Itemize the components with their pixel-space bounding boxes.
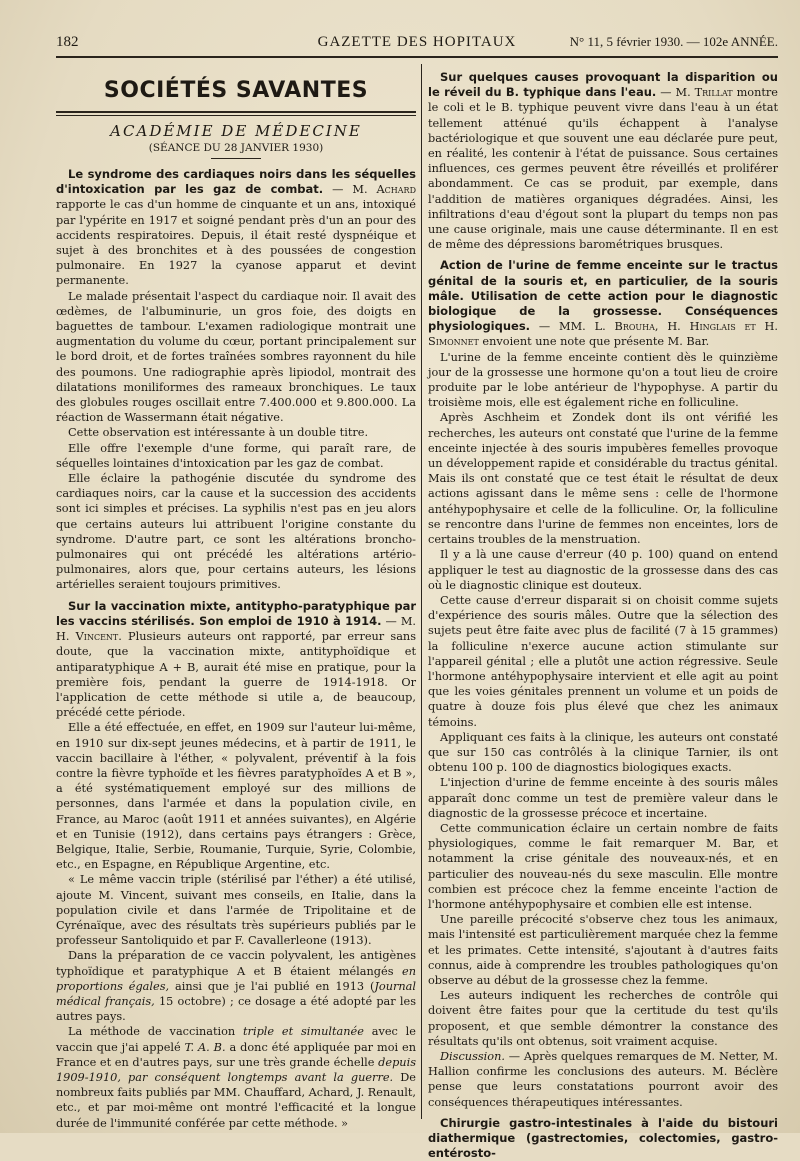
article-paragraph: L'urine de la femme enceinte contient dès le quinzième jour de la grossesse une hormone qu'on a tout lieu de croire produite par le lobe antérieur de l'hypophyse. A partir du troisième mois, elle est également riche en folliculine. bbox=[428, 350, 778, 410]
left-column bbox=[56, 70, 416, 1130]
article-urine-femme-enceinte bbox=[428, 258, 778, 1109]
paragraph-text: La méthode de vaccination bbox=[68, 1025, 244, 1039]
paragraph-italic: triple et simultanée bbox=[243, 1025, 364, 1039]
paragraph-text: De nombreux faits publiés par MM. Chauffard, Achard, J. Renault, etc., et par moi-même ont montré l'efficacité et la longue durée de l'immunité conférée par cette méthode. » bbox=[56, 1070, 416, 1130]
article-paragraph bbox=[56, 1024, 416, 1130]
section-rule bbox=[56, 111, 416, 116]
article-paragraph: Une pareille précocité s'observe chez tous les animaux, mais l'intensité est particulièrement marquée chez la femme et les primates. Cette intensité, s'ajoutant à d'autres faits connus, aide à comprendre les troubles pathologiques qu'on observe au début de la grossesse chez la femme. bbox=[428, 913, 778, 987]
article-heading: Sur la vaccination mixte, antitypho-paratyphique par les vaccins stérilisés. Son emploi de 1910 à 1914. bbox=[56, 598, 416, 628]
paragraph-text: ainsi que je l'ai publié en 1913 ( bbox=[169, 979, 375, 993]
article-paragraph bbox=[428, 1049, 778, 1110]
column-divider bbox=[421, 64, 422, 1119]
article-heading: Action de l'urine de femme enceinte sur le tractus génital de la souris et, en particulier, de la souris mâle. Utilisation de cette action pour le diagnostic biologique de la grossesse. Conséquences physiologiques. bbox=[428, 258, 778, 334]
article-paragraph: Les auteurs indiquent les recherches de contrôle qui doivent être faites pour que la certitude du test qu'ils proposent, et que semble démontrer la constance des résultats qu'ils ont obtenus, soit vraiment acquise. bbox=[428, 989, 778, 1048]
article-paragraph: Cette communication éclaire un certain nombre de faits physiologiques, comme le fait remarquer M. Bar, et notamment la crise génitale des nouveaux-nés, et en particulier des nouveau-nés du sexe masculin. Elle montre combien est précoce chez la femme enceinte l'action de l'hormone antéhypophysaire et combien elle est intense. bbox=[428, 821, 778, 911]
issue-info: N° 11, 5 février 1930. — 102e ANNÉE. bbox=[569, 34, 778, 49]
article-paragraph bbox=[56, 167, 416, 289]
article-chirurgie-diathermique bbox=[428, 1116, 778, 1161]
paragraph-text: montre le coli et le B. typhique peuvent vivre dans l'eau à un état tellement atténué qu'ils échappent à l'analyse bactériologique et que souvent une eau déclarée pure peut, en réalité, les contenir à l'état de puissance. Sous certaines influences, ces germes peuvent être réveillés et proliférer abondamment. Ce cas se produit, par exemple, dans l'addition de matières organiques dégradées. Ainsi, les infiltrations d'eau d'égout sont la plupart du temps non pas une cause originale, mais une cause déterminante. Il en est de même des dépressions barométriques brusques. bbox=[428, 86, 778, 252]
article-paragraph: Elle a été effectuée, en effet, en 1909 sur l'auteur lui-même, en 1910 sur dix-sept jeunes médecins, et à partir de 1911, le vaccin bacillaire à l'éther, « polyvalent, préventif à la fois contre la fièvre typhoïde et les fièvres paratyphoïdes A et B », a été systématiquement employé sur des millions de personnes, dans l'armée et dans la population civile, en France, au Maroc (août 1911 et années suivantes), en Algérie et en Tunisie (1912), dans certains pays étrangers : Grèce, Belgique, Italie, Serbie, Roumanie, Turquie, Syrie, Colombie, etc., en Espagne, en République Argentine, etc. bbox=[56, 721, 416, 872]
article-paragraph bbox=[428, 258, 778, 349]
paragraph-italic: en proportions égales, bbox=[56, 964, 416, 993]
paragraph-italic: depuis 1909-1910, par conséquent longtemps avant la guerre. bbox=[56, 1055, 416, 1084]
article-heading: Chirurgie gastro-intestinales à l'aide du bistouri diathermique (gastrectomies, colectomies, gastro-entérosto- bbox=[428, 1115, 778, 1161]
article-paragraph: « Le même vaccin triple (stérilisé par l'éther) a été utilisé, ajoute M. Vincent, suivant mes conseils, en Italie, dans la population civile et dans l'armée de Tripolitaine et de Cyrénaïque, avec des résultats très supérieurs publiés par le professeur Santoliquido et par F. Cavallerleone (1913). bbox=[56, 873, 416, 948]
paragraph-text: Plusieurs auteurs ont rapporté, par erreur sans doute, que la vaccination mixte, antityphoïdique et antiparatyphique A + B, aurait été mise en pratique, pour la première fois, pendant la guerre de 1914-1918. Or l'application de cette méthode si utile a, de beaucoup, précédé cette période. bbox=[56, 630, 416, 720]
article-author: — M. Trillat bbox=[660, 86, 733, 100]
article-paragraph: Cette cause d'erreur disparait si on choisit comme sujets d'expérience des souris mâles. Outre que la sélection des sujets peut être faite avec plus de facilité (7 à 15 grammes) la folliculine n'exerce aucune action stimulante sur l'appareil génital ; elle a plutôt une action régressive. Seule l'hormone antéhypophysaire intervient et elle agit au point que les voies génitales prennent un volume et un poids de quatre à douze fois plus élevé que chez les animaux témoins. bbox=[428, 593, 778, 729]
page-number: 182 bbox=[56, 34, 79, 50]
paragraph-text: envoient une note que présente M. Bar. bbox=[482, 335, 710, 349]
article-paragraph: Appliquant ces faits à la clinique, les auteurs ont constaté que sur 150 cas contrôlés à la clinique Tarnier, ils ont obtenu 100 p. 100 de diagnostics biologiques exacts. bbox=[428, 730, 778, 775]
article-paragraph bbox=[56, 948, 416, 1024]
article-paragraph bbox=[428, 1116, 778, 1161]
paragraph-text: Dans la préparation de ce vaccin polyvalent, les antigènes typhoïdique et paratyphique A et B étaient mélangés bbox=[56, 949, 416, 978]
article-author: — MM. L. Brouha, H. Hinglais et H. Simonnet bbox=[428, 320, 779, 349]
article-paragraph bbox=[56, 599, 416, 721]
paragraph-italic: Journal médical français, bbox=[56, 979, 416, 1008]
article-paragraph: Il y a là une cause d'erreur (40 p. 100) quand on entend appliquer le test au diagnostic de la grossesse dans des cas où le diagnostic clinique est douteux. bbox=[428, 548, 778, 592]
journal-title: GAZETTE DES HOPITAUX bbox=[317, 34, 517, 50]
paragraph-text: 15 octobre) ; ce dosage a été adopté par les autres pays. bbox=[56, 994, 416, 1024]
article-paragraph: Elle éclaire la pathogénie discutée du syndrome des cardiaques noirs, car la cause et la succession des accidents sont ici simples et précises. La syphilis n'est pas en jeu alors que certains auteurs lui attribuent l'origine constante du syndrome. D'autre part, ce sont les altérations broncho-pulmonaires qui ont précédé les altérations artério-pulmonaires, alors que, pour certains auteurs, les lésions artérielles seraient toujours primitives. bbox=[56, 472, 416, 592]
short-divider bbox=[211, 158, 261, 159]
article-paragraph: Cette observation est intéressante à un double titre. bbox=[68, 426, 369, 440]
section-title: SOCIÉTÉS SAVANTES bbox=[103, 78, 369, 103]
paragraph-text: a donc été appliquée par moi en France et en d'autres pays, sur une très grande échelle bbox=[56, 1040, 416, 1069]
article-author: — M. Achard bbox=[332, 183, 416, 197]
paragraph-text: avec le vaccin que j'ai appelé bbox=[56, 1025, 416, 1054]
article-paragraph: Après Aschheim et Zondek dont ils ont vérifié les recherches, les auteurs ont constaté que l'urine de la femme enceinte injectée à des souris impubères femelles provoque un développement rapide et considérable du tractus génital. Mais ils ont constaté que ce test était le résultat de deux actions agissant dans le même sens : celle de l'hormone antéhypophysaire et celle de la folliculine. Or, la folliculine se rencontre dans l'urine de femmes non enceintes, lors de certains troubles de la menstruation. bbox=[428, 411, 778, 547]
article-bacille-typhique bbox=[428, 70, 778, 252]
article-paragraph bbox=[428, 70, 778, 252]
article-paragraph: Elle offre l'exemple d'une forme, qui paraît rare, de séquelles lointaines d'intoxication par les gaz de combat. bbox=[56, 441, 416, 470]
article-cardiaques-noirs bbox=[56, 167, 416, 593]
article-vaccination-mixte bbox=[56, 599, 416, 1131]
session-date: (SÉANCE DU 28 JANVIER 1930) bbox=[148, 142, 324, 154]
article-heading: Le syndrome des cardiaques noirs dans les séquelles d'intoxication par les gaz de combat. bbox=[56, 167, 416, 197]
paragraph-italic: T. A. B. bbox=[184, 1040, 226, 1054]
article-author: — M. H. Vincent. bbox=[56, 614, 416, 644]
right-column bbox=[428, 70, 779, 1161]
article-paragraph: L'injection d'urine de femme enceinte à des souris mâles apparaît donc comme un test de première valeur dans le diagnostic de la grossesse précoce et incertaine. bbox=[428, 776, 778, 820]
paragraph-text: rapporte le cas d'un homme de cinquante et un ans, intoxiqué par l'ypérite en 1917 et soigné pendant près d'un an pour des accidents respiratoires. Depuis, il était resté dyspnéique et sujet à des bronchites et à des poussées de congestion pulmonaire. En 1927 la cyanose apparut et devint permanente. bbox=[56, 198, 416, 288]
page-header bbox=[56, 32, 778, 58]
article-heading: Sur quelques causes provoquant la disparition ou le réveil du B. typhique dans l'eau. bbox=[428, 70, 778, 100]
discussion-label: Discussion. bbox=[440, 1050, 505, 1063]
article-paragraph: Le malade présentait l'aspect du cardiaque noir. Il avait des œdèmes, de l'albuminurie, un gros foie, des doigts en baguettes de tambour. L'examen radiologique montrait une augmentation du volume du cœur, portant principalement sur le bord droit, et de fortes traînées sombres rayonnent du hile des poumons. Une radiographie après lipiodol, montrait des dilatations moniliformes des rameaux bronchiques. Le taux des globules rouges oscillait entre 7.400.000 et 9.800.000. La réaction de Wassermann était négative. bbox=[56, 289, 416, 425]
academy-title: ACADÉMIE DE MÉDECINE bbox=[110, 122, 362, 140]
paragraph-text: — Après quelques remarques de M. Netter, M. Hallion confirme les conclusions des auteurs. M. Béclère pense que leurs constatations pourront avoir des conséquences thérapeutiques intéressantes. bbox=[428, 1050, 778, 1109]
